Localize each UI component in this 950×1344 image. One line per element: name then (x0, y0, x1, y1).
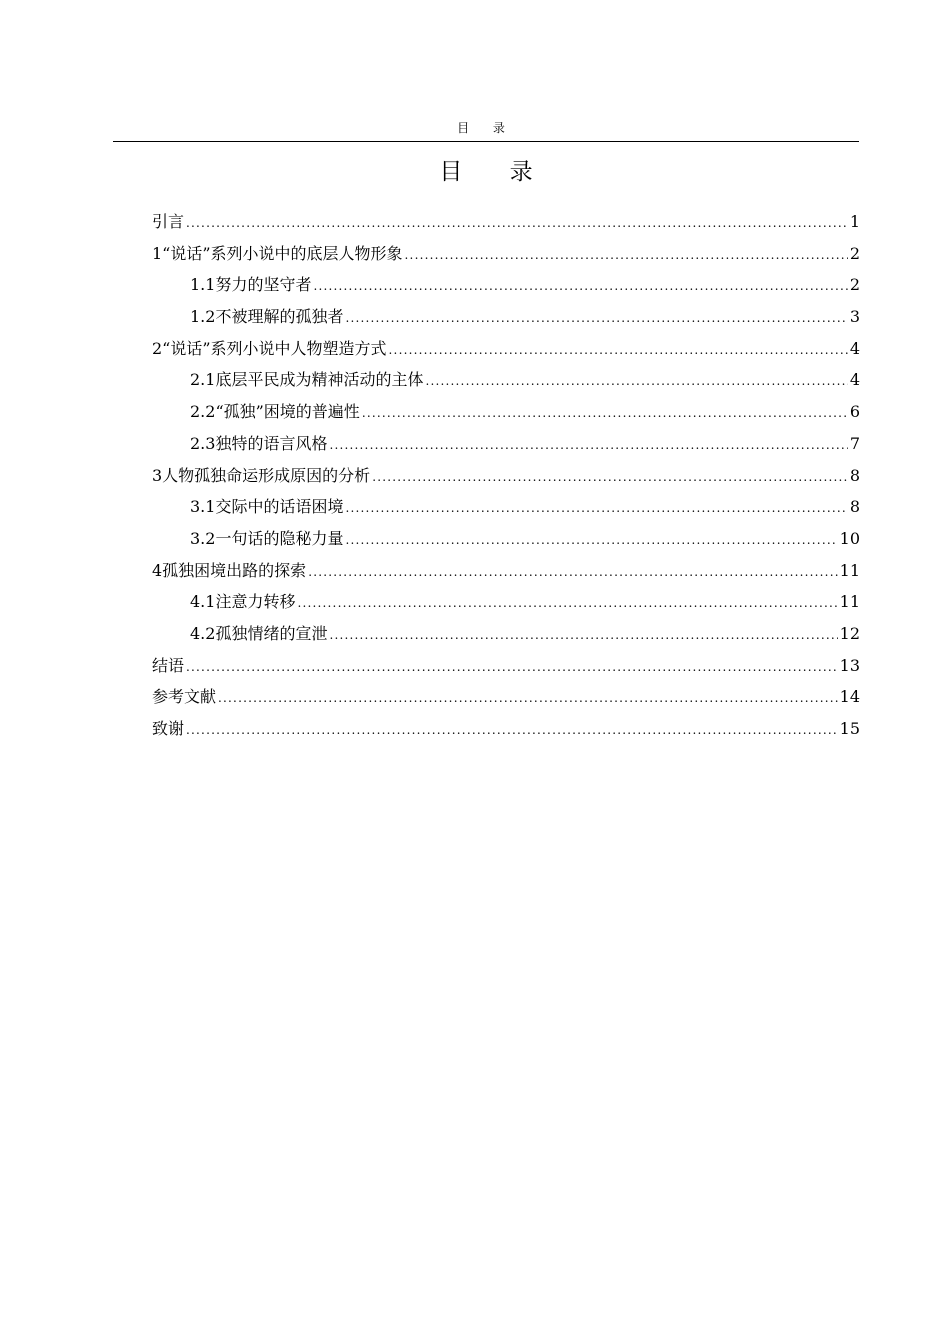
toc-dot-leader (389, 335, 848, 367)
toc-entry[interactable] (152, 618, 860, 650)
toc-entry[interactable] (152, 206, 860, 238)
toc-entry[interactable] (152, 460, 860, 492)
toc-entry-page-number: 6 (849, 402, 860, 422)
toc-dot-leader (345, 493, 847, 525)
toc-entry-page-number: 3 (849, 307, 860, 327)
toc-dot-leader (308, 557, 837, 589)
toc-entry-page-number: 12 (839, 623, 860, 643)
running-header: 目 录 (457, 121, 515, 135)
toc-entry-title: 4孤独困境出路的探索 (152, 560, 307, 580)
toc-entry-page-number: 2 (849, 243, 860, 263)
toc-entry[interactable] (152, 428, 860, 460)
toc-entry-title: 2.3独特的语言风格 (190, 433, 328, 453)
toc-dot-leader (218, 683, 838, 715)
toc-dot-leader (329, 430, 847, 462)
toc-entry[interactable] (152, 301, 860, 333)
toc-entry-page-number: 4 (849, 370, 860, 390)
toc-dot-leader (345, 525, 837, 557)
toc-dot-leader (313, 271, 847, 303)
toc-entry-page-number: 11 (839, 592, 860, 612)
toc-entry-page-number: 10 (839, 528, 860, 548)
toc-entry[interactable] (152, 238, 860, 270)
toc-dot-leader (186, 652, 838, 684)
toc-entry-page-number: 7 (849, 433, 860, 453)
toc-entry-page-number: 2 (849, 275, 860, 295)
toc-entry-title: 1“说话”系列小说中的底层人物形象 (152, 243, 403, 263)
toc-entry[interactable] (152, 555, 860, 587)
toc-entry-title: 3.2一句话的隐秘力量 (190, 528, 344, 548)
toc-entry-page-number: 13 (839, 655, 860, 675)
toc-entry-title: 3.1交际中的话语困境 (190, 497, 344, 517)
toc-dot-leader (405, 240, 848, 272)
toc-dot-leader (425, 366, 847, 398)
toc-entry-page-number: 8 (849, 497, 860, 517)
toc-entry-page-number: 1 (849, 212, 860, 231)
toc-entry-page-number: 8 (849, 465, 860, 485)
toc-entry-page-number: 4 (849, 338, 860, 358)
toc-entry[interactable] (152, 396, 860, 428)
toc-dot-leader (362, 398, 848, 430)
toc-entry-title: 4.1注意力转移 (190, 592, 296, 612)
toc-entry[interactable] (152, 523, 860, 555)
toc-entry[interactable] (152, 269, 860, 301)
toc-dot-leader (329, 620, 837, 652)
toc-entry-title: 引言 (152, 212, 185, 231)
toc-entry-title: 1.2不被理解的孤独者 (190, 307, 344, 327)
toc-entry[interactable] (152, 586, 860, 618)
toc-entry-title: 2.2“孤独”困境的普遍性 (190, 402, 360, 422)
header-rule (113, 141, 859, 142)
toc-entry[interactable] (152, 333, 860, 365)
toc-dot-leader (345, 303, 847, 335)
toc-entry-title: 2“说话”系列小说中人物塑造方式 (152, 338, 387, 358)
toc-entry-title: 3人物孤独命运形成原因的分析 (152, 465, 371, 485)
toc-dot-leader (186, 715, 838, 747)
toc-entry-page-number: 14 (839, 687, 860, 707)
toc-entry[interactable] (152, 713, 860, 745)
toc-entry-title: 2.1底层平民成为精神活动的主体 (190, 370, 424, 390)
toc-entry-title: 1.1努力的坚守者 (190, 275, 312, 295)
toc-entry-title: 致谢 (152, 719, 185, 738)
toc-entry[interactable] (152, 650, 860, 682)
toc-dot-leader (297, 588, 837, 620)
toc-entry-title: 参考文献 (152, 687, 217, 707)
toc-entry[interactable] (152, 491, 860, 523)
toc-entry-title: 4.2孤独情绪的宣泄 (190, 623, 328, 643)
toc-entry-title: 结语 (152, 655, 185, 675)
toc-entry[interactable] (152, 364, 860, 396)
toc-entry-page-number: 15 (839, 719, 860, 738)
toc-dot-leader (186, 208, 848, 240)
table-of-contents (152, 206, 860, 745)
toc-dot-leader (372, 462, 848, 494)
toc-entry-page-number: 11 (839, 560, 860, 580)
page-title: 目 录 (439, 159, 553, 185)
toc-entry[interactable] (152, 681, 860, 713)
